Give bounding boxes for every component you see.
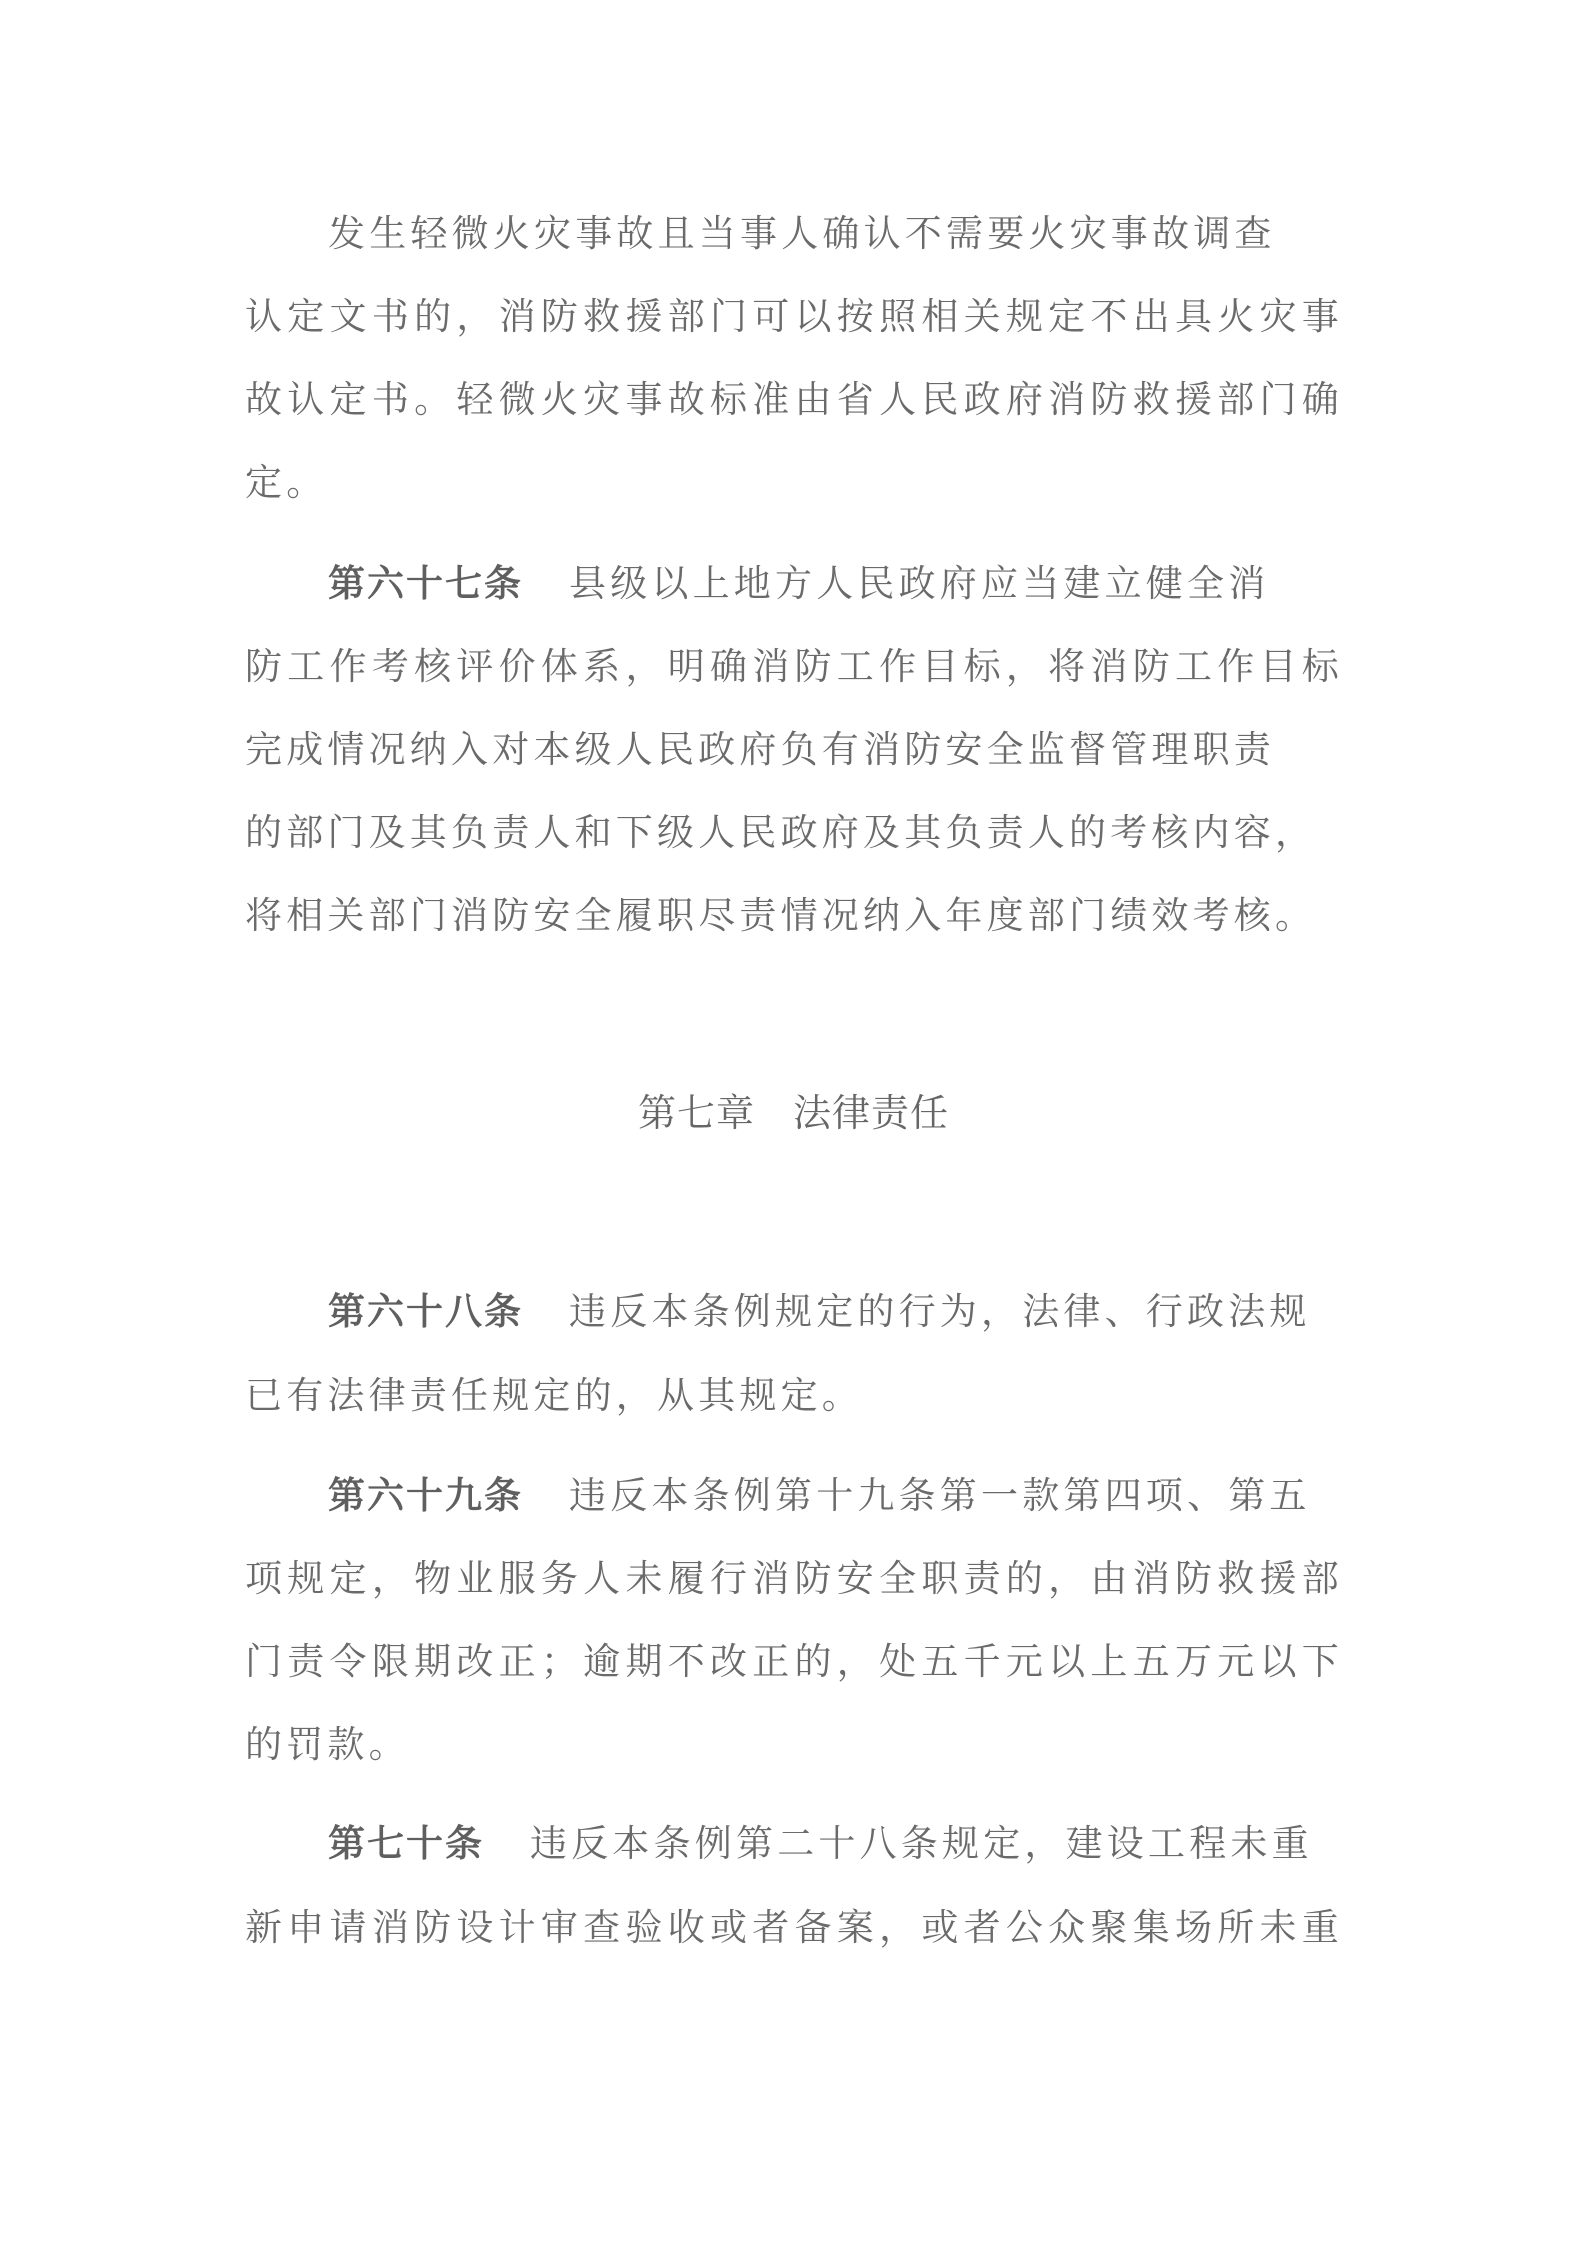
chapter-title: 法律责任: [793, 1091, 950, 1135]
article-68-text: 违反本条例规定的行为，法律、行政法规: [569, 1290, 1311, 1333]
article-68-label: 第六十八条: [328, 1290, 523, 1333]
article-69-label: 第六十九条: [328, 1474, 523, 1517]
article-67-line: 完成情况纳入对本级人民政府负有消防安全监督管理职责: [245, 728, 1275, 771]
article-70-line: [328, 1822, 1343, 1866]
article-68-line: 已有法律责任规定的，从其规定。: [245, 1374, 863, 1417]
article-68-line: [328, 1290, 1343, 1334]
article-69-line: 的罚款。: [245, 1723, 410, 1766]
article-67-line: 防工作考核评价体系，明确消防工作目标，将消防工作目标: [245, 645, 1343, 688]
article-67-line: [328, 562, 1343, 606]
article-69-line: 项规定，物业服务人未履行消防安全职责的，由消防救援部: [245, 1557, 1343, 1600]
paragraph-line: 故认定书。轻微火灾事故标准由省人民政府消防救援部门确: [245, 378, 1343, 421]
chapter-number: 第七章: [637, 1091, 755, 1135]
chapter-heading: [0, 1090, 1587, 1136]
article-69-text: 违反本条例第十九条第一款第四项、第五: [569, 1474, 1311, 1517]
article-70-line: 新申请消防设计审查验收或者备案，或者公众聚集场所未重: [245, 1906, 1343, 1949]
article-67-line: 的部门及其负责人和下级人民政府及其负责人的考核内容，: [245, 811, 1317, 854]
article-67-label: 第六十七条: [328, 562, 523, 605]
paragraph-line: 定。: [245, 461, 328, 504]
article-70-text: 违反本条例第二十八条规定，建设工程未重: [530, 1822, 1313, 1865]
article-67-text: 县级以上地方人民政府应当建立健全消: [569, 562, 1270, 605]
article-70-label: 第七十条: [328, 1822, 484, 1865]
article-69-line: [328, 1474, 1343, 1518]
article-69-line: 门责令限期改正；逾期不改正的，处五千元以上五万元以下: [245, 1640, 1343, 1683]
paragraph-line: 发生轻微火灾事故且当事人确认不需要火灾事故调查: [328, 212, 1276, 255]
paragraph-line: 认定文书的，消防救援部门可以按照相关规定不出具火灾事: [245, 295, 1343, 338]
article-67-line: 将相关部门消防安全履职尽责情况纳入年度部门绩效考核。: [245, 894, 1317, 937]
